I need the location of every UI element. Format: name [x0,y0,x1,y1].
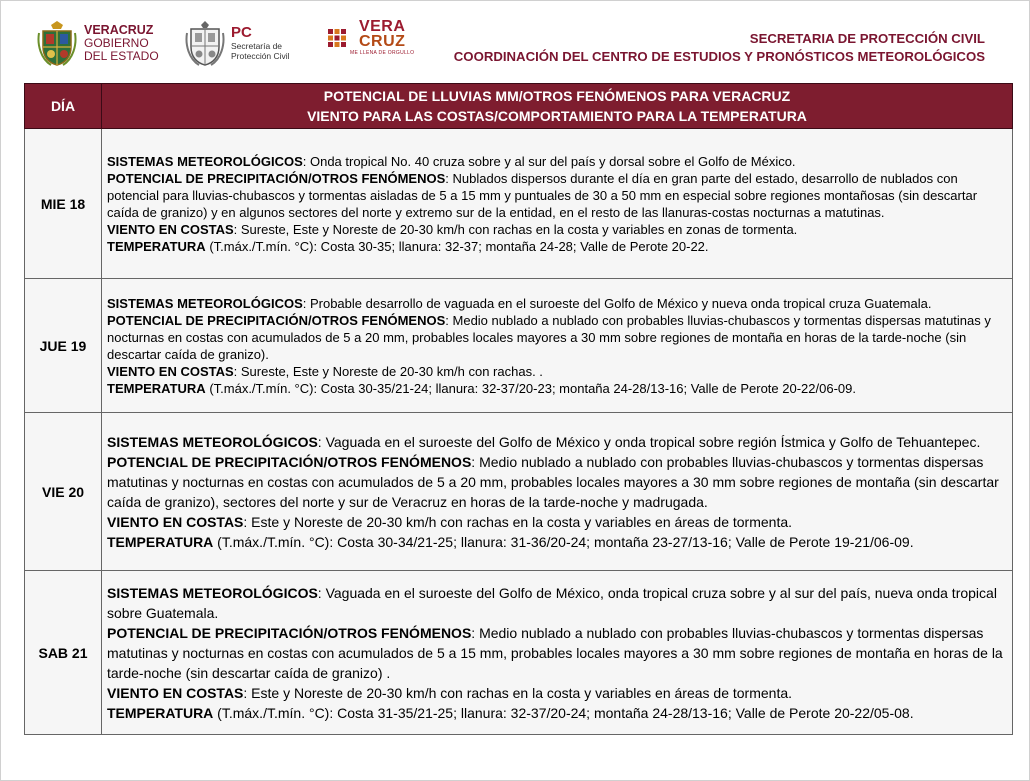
pc-title: PC [231,24,252,41]
column-header-line1: POTENCIAL DE LLUVIAS MM/OTROS FENÓMENOS PARA VERACRUZ [323,88,791,104]
day-cell: MIE 18 [25,129,102,279]
potencial-line [107,170,1008,221]
viento-label: VIENTO EN COSTAS [107,513,244,530]
potencial-label: POTENCIAL DE PRECIPITACIÓN/OTROS FENÓMENOS [107,624,472,641]
potencial-text: : Nublados dispersos durante el día en gran parte del estado, desarrollo de nublados con potencial para lluvias-chubascos y tormentas aisladas de 5 a 15 mm y puntuales de 30 a 50 mm en especial sobre regiones montañosas (sin descartar caída de granizo) y en algunos sectores del norte y extremo sur de la entidad, en el resto de las llanuras-costas nocturnas a matutinas. [107,170,978,220]
viento-line [107,221,1008,238]
sistemas-line [107,153,1008,170]
sistemas-label: SISTEMAS METEOROLÓGICOS [107,153,303,169]
viento-line [107,683,1008,703]
temperatura-text: (T.máx./T.mín. °C): Costa 30-35/21-24; llanura: 32-37/20-23; montaña 24-28/13-16; Valle de Perote 20-22/06-09. [205,380,856,396]
veracruz-brand-logo [327,19,414,57]
pc-shield-icon [185,19,225,67]
potencial-label: POTENCIAL DE PRECIPITACIÓN/OTROS FENÓMENOS [107,312,446,328]
veracruz-brand-line2: CRUZ [358,33,406,50]
temperatura-line [107,532,1008,552]
forecast-cell [102,129,1013,279]
sistemas-line [107,295,1008,312]
veracruz-brand-line1: VERA [358,18,406,35]
forecast-table-wrapper [24,83,1013,735]
proteccion-civil-logo [185,19,290,67]
sistemas-text: : Probable desarrollo de vaguada en el suroeste del Golfo de México y nueva onda tropical cruza Guatemala. [302,295,932,311]
temperatura-label: TEMPERATURA [107,704,214,721]
temperatura-text: (T.máx./T.mín. °C): Costa 31-35/21-25; llanura: 32-37/20-24; montaña 24-28/13-16; Valle de Perote 20-22/05-08. [213,704,914,721]
viento-label: VIENTO EN COSTAS [107,684,244,701]
pc-line1: Secretaría de [231,41,283,51]
sistemas-line [107,432,1008,452]
column-header-potencial [102,84,1013,129]
day-cell: JUE 19 [25,279,102,413]
temperatura-line [107,380,1008,397]
forecast-cell [102,413,1013,571]
potencial-label: POTENCIAL DE PRECIPITACIÓN/OTROS FENÓMENOS [107,453,472,470]
viento-line [107,363,1008,380]
gobierno-line3: DEL ESTADO [84,48,159,63]
column-header-line2: VIENTO PARA LAS COSTAS/COMPORTAMIENTO PARA LA TEMPERATURA [307,108,807,124]
header-title-secretaria: SECRETARIA DE PROTECCIÓN CIVIL [749,31,985,46]
potencial-text: : Medio nublado a nublado con probables lluvias-chubascos y tormentas dispersas matutinas y nocturnas en costas con acumulados de 5 a 15 mm, probables locales mayores a 30 mm sobre regiones de montaña en horas de la tarde-noche (sin descartar caída de granizo) . [107,624,1003,681]
gobierno-text [84,24,159,63]
sistemas-label: SISTEMAS METEOROLÓGICOS [107,584,318,601]
potencial-line [107,312,1008,363]
temperatura-line [107,703,1008,723]
gobierno-veracruz-logo [37,19,159,67]
table-row [25,571,1013,735]
day-cell: VIE 20 [25,413,102,571]
temperatura-label: TEMPERATURA [107,380,206,396]
day-cell: SAB 21 [25,571,102,735]
table-row [25,413,1013,571]
temperatura-text: (T.máx./T.mín. °C): Costa 30-34/21-25; llanura: 31-36/20-24; montaña 23-27/13-16; Valle de Perote 19-21/06-09. [213,533,914,550]
sistemas-line [107,583,1008,623]
veracruz-brand-text [350,19,414,57]
potencial-text: : Medio nublado a nublado con probables lluvias-chubascos y tormentas dispersas matutinas y nocturnas en costas con acumulados de 5 a 20 mm, probables locales mayores a 30 mm sobre regiones de montaña (sin descartar caída de granizo), sectores del norte y sur de Veracruz en horas de la tarde-noche y madrugada. [107,453,999,510]
viento-text: : Sureste, Este y Noreste de 20-30 km/h con rachas. . [233,363,543,379]
column-header-dia: DÍA [25,84,102,129]
potencial-label: POTENCIAL DE PRECIPITACIÓN/OTROS FENÓMENOS [107,170,446,186]
temperatura-label: TEMPERATURA [107,238,206,254]
veracruz-coat-of-arms-icon [37,19,77,67]
temperatura-line [107,238,1008,255]
sistemas-label: SISTEMAS METEOROLÓGICOS [107,433,318,450]
header-title-coordinacion: COORDINACIÓN DEL CENTRO DE ESTUDIOS Y PRONÓSTICOS METEOROLÓGICOS [453,49,985,64]
potencial-line [107,623,1008,683]
forecast-table [24,83,1013,735]
veracruz-brand-tagline: ME LLENA DE ORGULLO [350,50,415,56]
gobierno-line2: GOBIERNO [84,35,149,50]
table-row [25,279,1013,413]
viento-label: VIENTO EN COSTAS [107,221,234,237]
table-row [25,129,1013,279]
header-titles [454,30,985,66]
forecast-cell [102,571,1013,735]
viento-line [107,512,1008,532]
viento-text: : Este y Noreste de 20-30 km/h con rachas en la costa y variables en áreas de tormenta. [243,513,793,530]
page-header [1,1,1030,83]
viento-text: : Sureste, Este y Noreste de 20-30 km/h con rachas en la costa y variables en zonas de tormenta. [233,221,798,237]
sistemas-text: : Vaguada en el suroeste del Golfo de México y onda tropical sobre región Ístmica y Golfo de Tehuantepec. [317,433,981,450]
sistemas-text: : Onda tropical No. 40 cruza sobre y al sur del país y dorsal sobre el Golfo de México. [302,153,796,169]
viento-label: VIENTO EN COSTAS [107,363,234,379]
temperatura-text: (T.máx./T.mín. °C): Costa 30-35; llanura: 32-37; montaña 24-28; Valle de Perote 20-22. [205,238,709,254]
gobierno-line1: VERACRUZ [84,22,154,37]
table-header-row [25,84,1013,129]
pc-line2: Protección Civil [231,51,290,61]
forecast-cell [102,279,1013,413]
viento-text: : Este y Noreste de 20-30 km/h con rachas en la costa y variables en áreas de tormenta. [243,684,793,701]
pc-text [231,25,290,61]
potencial-text: : Medio nublado a nublado con probables lluvias-chubascos y tormentas dispersas matutinas y nocturnas en costas con acumulados de 5 a 20 mm, probables locales mayores a 30 mm sobre regiones de montaña en horas de la tarde-noche (sin descartar caída de granizo). [107,312,991,362]
veracruz-brand-mark-icon [327,28,347,48]
temperatura-label: TEMPERATURA [107,533,214,550]
potencial-line [107,452,1008,512]
sistemas-text: : Vaguada en el suroeste del Golfo de México, onda tropical cruza sobre y al sur del país, nueva onda tropical sobre Guatemala. [107,584,997,621]
sistemas-label: SISTEMAS METEOROLÓGICOS [107,295,303,311]
